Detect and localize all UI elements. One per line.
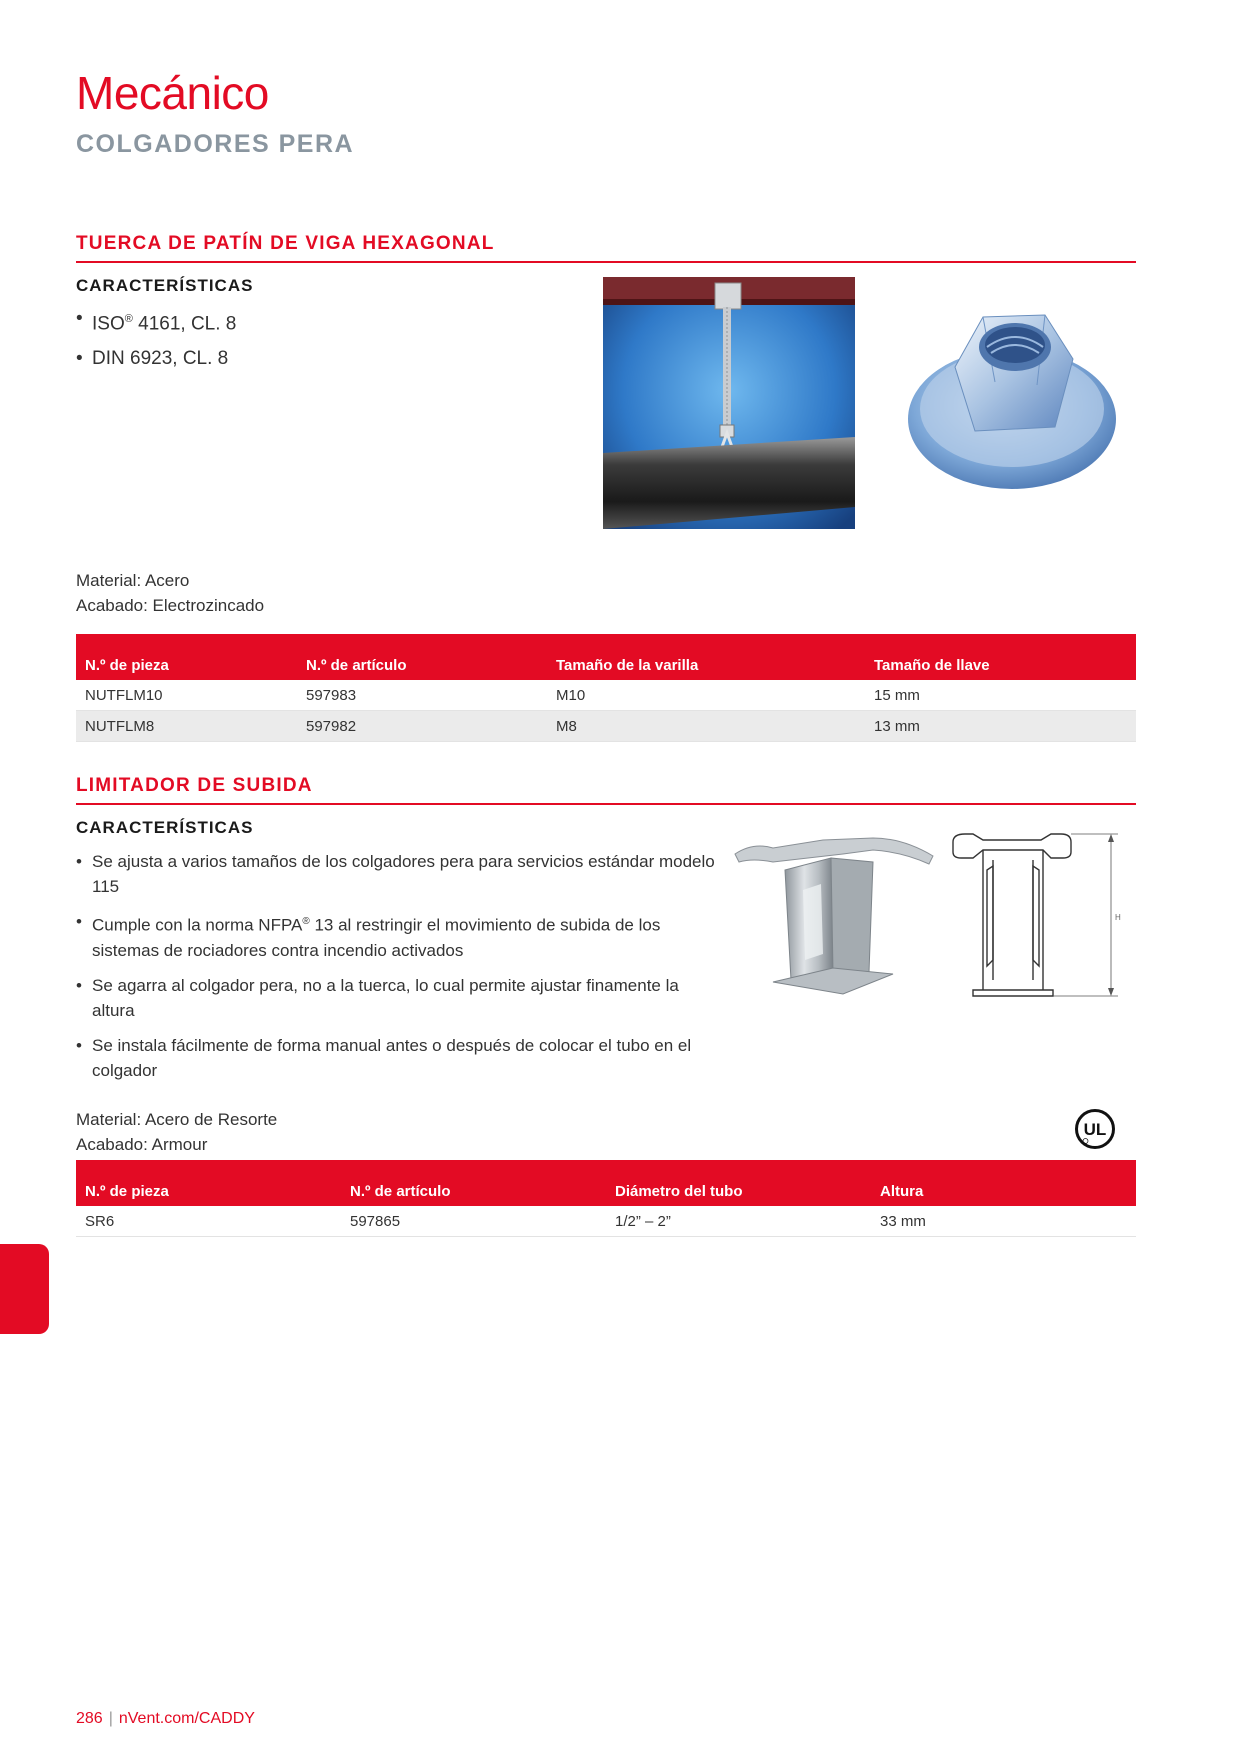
table-header-row: [76, 1160, 1136, 1206]
table-cell: 13 mm: [865, 711, 1136, 742]
dimension-label: H: [1115, 913, 1121, 922]
features-list: [76, 306, 516, 381]
feature-item: • ISO® 4161, CL. 8: [76, 306, 516, 337]
section-divider: [76, 803, 1136, 805]
column-header: N.º de artículo: [297, 634, 547, 680]
features-heading: CARACTERÍSTICAS: [76, 818, 254, 837]
column-header: Diámetro del tubo: [606, 1160, 871, 1206]
table-cell: 33 mm: [871, 1206, 1136, 1237]
column-header: Tamaño de la varilla: [547, 634, 865, 680]
table-cell: SR6: [76, 1206, 341, 1237]
column-header: N.º de pieza: [76, 1160, 341, 1206]
riser-limiter-drawing: [943, 830, 1133, 1010]
feature-item: • Se instala fácilmente de forma manual antes o después de colocar el tubo en el colgador: [76, 1033, 726, 1083]
feature-item: • Se ajusta a varios tamaños de los colgadores pera para servicios estándar modelo 115: [76, 849, 726, 899]
section-title-hex-nut: TUERCA DE PATÍN DE VIGA HEXAGONAL: [76, 233, 495, 254]
table-cell: M8: [547, 711, 865, 742]
parts-table-hex-nut: [76, 634, 1136, 742]
column-header: Tamaño de llave: [865, 634, 1136, 680]
table-header-row: [76, 634, 1136, 680]
material-label: Material: Acero: [76, 571, 190, 590]
feature-item: • Cumple con la norma NFPA® 13 al restringir el movimiento de subida de los sistemas de rociadores contra incendio activados: [76, 909, 726, 963]
side-chapter-tab: [0, 1244, 49, 1334]
finish-label: Acabado: Armour: [76, 1135, 208, 1154]
feature-item: • Se agarra al colgador pera, no a la tuerca, lo cual permite ajustar finamente la altura: [76, 973, 726, 1023]
footer-website-link[interactable]: nVent.com/CADDY: [118, 1710, 255, 1727]
table-row: [76, 1206, 1136, 1237]
page-subtitle: COLGADORES PERA: [76, 130, 355, 158]
column-header: Altura: [871, 1160, 1136, 1206]
features-list: [76, 849, 726, 1093]
page-number: 286: [76, 1710, 103, 1727]
riser-limiter-photo: [733, 834, 938, 999]
table-cell: NUTFLM10: [76, 680, 297, 711]
ul-certification-logo: [1074, 1108, 1116, 1150]
table-cell: 15 mm: [865, 680, 1136, 711]
finish-label: Acabado: Electrozincado: [76, 596, 265, 615]
section-divider: [76, 261, 1136, 263]
feature-item: • DIN 6923, CL. 8: [76, 346, 516, 372]
table-cell: M10: [547, 680, 865, 711]
column-header: N.º de pieza: [76, 634, 297, 680]
features-heading: CARACTERÍSTICAS: [76, 276, 254, 295]
table-cell: 1/2” – 2”: [606, 1206, 871, 1237]
page-footer: [76, 1710, 255, 1728]
column-header: N.º de artículo: [341, 1160, 606, 1206]
table-row: [76, 711, 1136, 742]
table-cell: 597983: [297, 680, 547, 711]
material-label: Material: Acero de Resorte: [76, 1110, 278, 1129]
page-title: Mecánico: [76, 67, 269, 119]
table-cell: NUTFLM8: [76, 711, 297, 742]
installation-photo: [603, 277, 855, 529]
table-cell: 597982: [297, 711, 547, 742]
table-row: [76, 680, 1136, 711]
footer-separator: |: [108, 1710, 113, 1727]
ul-mark: UL: [1083, 1120, 1107, 1139]
hex-flange-nut-photo: [905, 297, 1120, 497]
parts-table-riser-limiter: [76, 1160, 1136, 1237]
section-title-riser-limiter: LIMITADOR DE SUBIDA: [76, 775, 313, 796]
table-cell: 597865: [341, 1206, 606, 1237]
